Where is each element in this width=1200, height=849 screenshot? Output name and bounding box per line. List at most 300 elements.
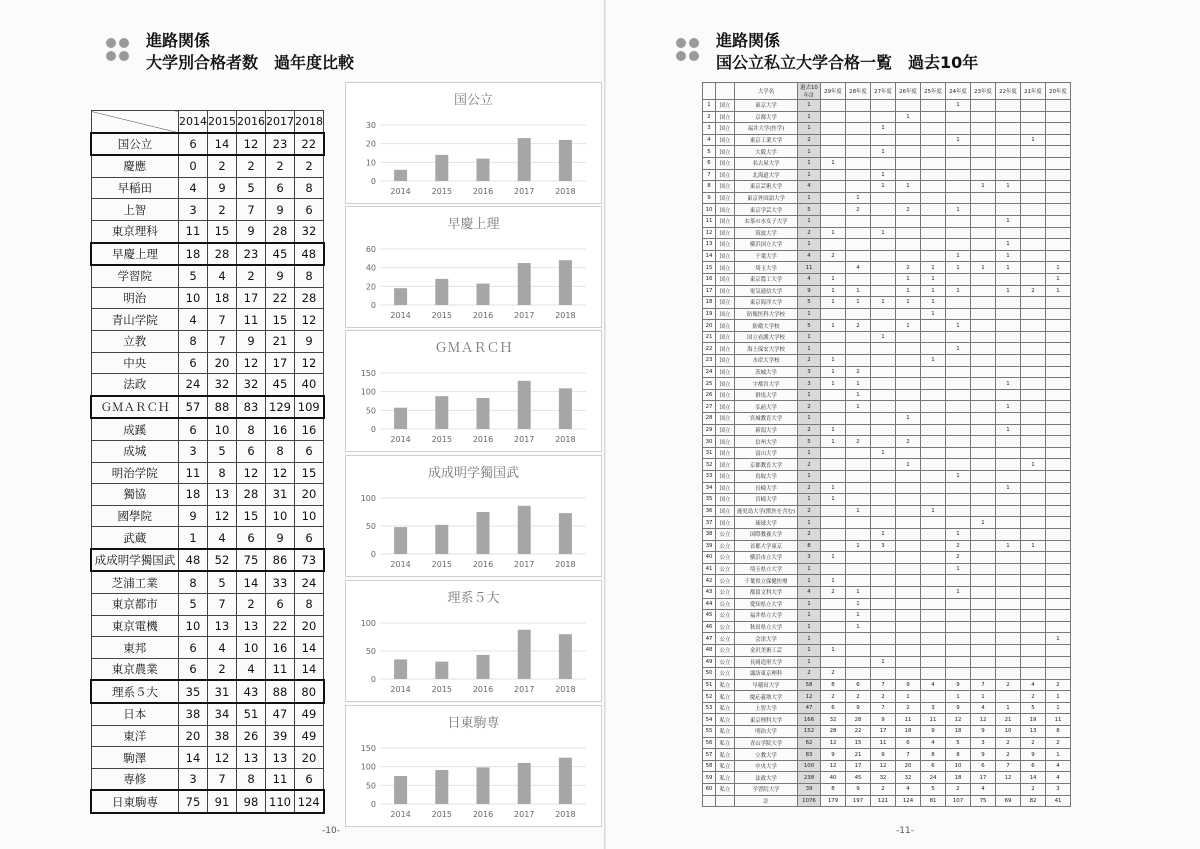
year-count bbox=[871, 494, 896, 506]
year-count: 1 bbox=[1046, 749, 1071, 761]
year-count bbox=[996, 656, 1021, 668]
school-type: 国立 bbox=[716, 262, 735, 274]
table-row bbox=[703, 737, 1071, 749]
year-count bbox=[971, 482, 996, 494]
year-count bbox=[971, 668, 996, 680]
year-count: 1 bbox=[921, 273, 946, 285]
table-row bbox=[703, 297, 1071, 309]
count-cell: 124 bbox=[295, 790, 324, 813]
year-count bbox=[1021, 505, 1046, 517]
year-count bbox=[896, 668, 921, 680]
year-count bbox=[971, 134, 996, 146]
y-tick-label: 50 bbox=[365, 647, 376, 656]
school-type: 国立 bbox=[716, 123, 735, 135]
year-count bbox=[1046, 436, 1071, 448]
header-year: 25年度 bbox=[921, 83, 946, 100]
ten-year-total: 3 bbox=[798, 378, 821, 390]
count-cell: 73 bbox=[295, 549, 324, 572]
year-count: 2 bbox=[1021, 737, 1046, 749]
year-count bbox=[1046, 482, 1071, 494]
count-cell: 8 bbox=[295, 265, 324, 287]
table-row bbox=[703, 633, 1071, 645]
header-university: 大学名 bbox=[735, 83, 798, 100]
ten-year-total: 1 bbox=[798, 123, 821, 135]
year-count bbox=[1021, 482, 1046, 494]
year-count bbox=[1046, 552, 1071, 564]
ten-year-total: 4 bbox=[798, 181, 821, 193]
school-type: 国立 bbox=[716, 517, 735, 529]
table-row bbox=[703, 157, 1071, 169]
year-count bbox=[871, 401, 896, 413]
university-name: 東京理科大学 bbox=[735, 714, 798, 726]
year-count: 2 bbox=[821, 668, 846, 680]
year-count bbox=[871, 644, 896, 656]
year-count bbox=[971, 169, 996, 181]
year-count bbox=[896, 366, 921, 378]
year-count: 1 bbox=[1021, 459, 1046, 471]
year-count bbox=[871, 320, 896, 332]
year-count bbox=[971, 355, 996, 367]
year-count: 1 bbox=[871, 331, 896, 343]
count-cell: 32 bbox=[237, 374, 266, 396]
year-count: 6 bbox=[971, 760, 996, 772]
year-count bbox=[996, 100, 1021, 112]
university-name: 筑波大学 bbox=[735, 227, 798, 239]
year-count bbox=[971, 297, 996, 309]
year-count bbox=[1021, 471, 1046, 483]
count-cell: 8 bbox=[295, 594, 324, 616]
ten-year-total: 1 bbox=[798, 239, 821, 251]
chart-bar bbox=[559, 758, 572, 804]
year-count bbox=[871, 204, 896, 216]
count-cell: 10 bbox=[237, 637, 266, 659]
university-name: 群馬大学 bbox=[735, 389, 798, 401]
chart-title: 早慶上理 bbox=[447, 217, 500, 232]
year-count: 21 bbox=[996, 714, 1021, 726]
ten-year-total: 1 bbox=[798, 343, 821, 355]
year-count bbox=[821, 123, 846, 135]
row-number: 47 bbox=[703, 633, 716, 645]
year-count: 1 bbox=[921, 308, 946, 320]
year-count: 4 bbox=[846, 262, 871, 274]
row-number: 39 bbox=[703, 540, 716, 552]
school-type: 公立 bbox=[716, 563, 735, 575]
year-count: 3 bbox=[971, 737, 996, 749]
year-count: 1 bbox=[1021, 134, 1046, 146]
year-count: 4 bbox=[1046, 772, 1071, 784]
count-cell: 1 bbox=[179, 527, 208, 549]
chart-bar bbox=[477, 655, 490, 679]
year-count: 1 bbox=[1046, 285, 1071, 297]
university-name: 名古屋大学 bbox=[735, 157, 798, 169]
year-count bbox=[971, 575, 996, 587]
row-number: 56 bbox=[703, 737, 716, 749]
ten-year-total: 1 bbox=[798, 146, 821, 158]
count-cell: 6 bbox=[295, 199, 324, 221]
count-cell: 3 bbox=[179, 768, 208, 790]
count-cell: 12 bbox=[295, 352, 324, 374]
year-count bbox=[871, 192, 896, 204]
count-cell: 4 bbox=[208, 637, 237, 659]
school-type: 国立 bbox=[716, 320, 735, 332]
table-row bbox=[91, 549, 324, 572]
year-count: 9 bbox=[946, 679, 971, 691]
year-count bbox=[921, 691, 946, 703]
year-count: 45 bbox=[846, 772, 871, 784]
year-count bbox=[871, 563, 896, 575]
table-row bbox=[703, 552, 1071, 564]
table-row bbox=[703, 702, 1071, 714]
year-count bbox=[1046, 621, 1071, 633]
year-count: 81 bbox=[921, 795, 946, 807]
count-cell: 11 bbox=[266, 768, 295, 790]
count-cell: 86 bbox=[266, 549, 295, 572]
table-row bbox=[703, 621, 1071, 633]
year-count bbox=[1021, 401, 1046, 413]
university-group-name: 武蔵 bbox=[91, 527, 179, 549]
year-count: 1 bbox=[846, 586, 871, 598]
year-count: 1 bbox=[946, 262, 971, 274]
count-cell: 24 bbox=[179, 374, 208, 396]
university-name: 防衛大学校 bbox=[735, 320, 798, 332]
year-count bbox=[846, 215, 871, 227]
row-number: 34 bbox=[703, 482, 716, 494]
year-count bbox=[946, 436, 971, 448]
year-count: 179 bbox=[821, 795, 846, 807]
year-count bbox=[821, 215, 846, 227]
school-type: 私立 bbox=[716, 749, 735, 761]
year-count bbox=[971, 447, 996, 459]
count-cell: 18 bbox=[179, 484, 208, 506]
x-tick-label: 2014 bbox=[390, 560, 411, 569]
year-count bbox=[946, 297, 971, 309]
table-row bbox=[703, 100, 1071, 112]
year-count: 8 bbox=[946, 749, 971, 761]
university-name: 明治大学 bbox=[735, 726, 798, 738]
row-number: 28 bbox=[703, 413, 716, 425]
count-cell: 22 bbox=[295, 133, 324, 156]
table-row bbox=[703, 239, 1071, 251]
university-name: 国際教養大学 bbox=[735, 528, 798, 540]
year-count: 2 bbox=[946, 784, 971, 796]
year-count bbox=[896, 621, 921, 633]
year-count: 18 bbox=[946, 772, 971, 784]
year-header: 2015 bbox=[208, 111, 237, 133]
table-row bbox=[91, 462, 324, 484]
row-number: 29 bbox=[703, 424, 716, 436]
year-count bbox=[971, 459, 996, 471]
count-cell: 33 bbox=[266, 571, 295, 593]
year-count bbox=[896, 157, 921, 169]
school-type: 国立 bbox=[716, 401, 735, 413]
chart-bar bbox=[435, 770, 448, 804]
year-count bbox=[871, 100, 896, 112]
school-type: 国立 bbox=[716, 424, 735, 436]
x-tick-label: 2016 bbox=[472, 311, 494, 320]
left-title-line1: 進路関係 bbox=[146, 31, 211, 50]
count-cell: 0 bbox=[179, 155, 208, 177]
year-count: 1 bbox=[871, 528, 896, 540]
year-count bbox=[821, 517, 846, 529]
university-name: お茶の水女子大学 bbox=[735, 215, 798, 227]
year-count bbox=[946, 505, 971, 517]
ten-year-total: 1 bbox=[798, 111, 821, 123]
year-count bbox=[971, 308, 996, 320]
university-name: 水産大学校 bbox=[735, 355, 798, 367]
year-count: 12 bbox=[946, 714, 971, 726]
school-type: 公立 bbox=[716, 528, 735, 540]
year-count bbox=[846, 100, 871, 112]
university-group-name: 成成明学獨国武 bbox=[91, 549, 179, 572]
year-count: 124 bbox=[896, 795, 921, 807]
year-count: 13 bbox=[1021, 726, 1046, 738]
row-number: 2 bbox=[703, 111, 716, 123]
year-count: 1 bbox=[1021, 540, 1046, 552]
year-count bbox=[1021, 586, 1046, 598]
school-type: 国立 bbox=[716, 204, 735, 216]
year-count bbox=[1046, 239, 1071, 251]
year-count bbox=[996, 668, 1021, 680]
row-number: 31 bbox=[703, 447, 716, 459]
year-count: 20 bbox=[896, 760, 921, 772]
table-row bbox=[91, 571, 324, 593]
right-page bbox=[606, 0, 1200, 849]
year-count: 1 bbox=[896, 320, 921, 332]
year-count bbox=[921, 215, 946, 227]
year-count bbox=[971, 621, 996, 633]
year-count bbox=[871, 598, 896, 610]
year-count bbox=[871, 389, 896, 401]
count-cell: 22 bbox=[266, 615, 295, 637]
year-count bbox=[1046, 586, 1071, 598]
year-count bbox=[871, 111, 896, 123]
year-count bbox=[1046, 169, 1071, 181]
year-count bbox=[896, 215, 921, 227]
year-count bbox=[971, 413, 996, 425]
year-count bbox=[1046, 343, 1071, 355]
chart-bar bbox=[518, 763, 531, 804]
year-count: 1 bbox=[821, 157, 846, 169]
year-count bbox=[996, 308, 1021, 320]
year-count: 11 bbox=[871, 737, 896, 749]
year-count bbox=[971, 227, 996, 239]
count-cell: 9 bbox=[295, 330, 324, 352]
count-cell: 13 bbox=[237, 615, 266, 637]
year-count bbox=[921, 378, 946, 390]
count-cell: 6 bbox=[237, 440, 266, 462]
year-count bbox=[896, 401, 921, 413]
year-count bbox=[946, 482, 971, 494]
school-type: 公立 bbox=[716, 552, 735, 564]
year-count bbox=[946, 111, 971, 123]
year-count bbox=[896, 552, 921, 564]
table-row bbox=[703, 656, 1071, 668]
university-name: 東京海洋大学 bbox=[735, 297, 798, 309]
table-row bbox=[703, 494, 1071, 506]
y-tick-label: 20 bbox=[365, 139, 376, 149]
school-type: 国立 bbox=[716, 482, 735, 494]
university-name: 東京大学 bbox=[735, 100, 798, 112]
chart-bar bbox=[394, 408, 407, 429]
university-name: 電気通信大学 bbox=[735, 285, 798, 297]
year-count: 2 bbox=[846, 366, 871, 378]
table-row bbox=[703, 668, 1071, 680]
year-count bbox=[871, 668, 896, 680]
year-count bbox=[821, 192, 846, 204]
year-count bbox=[921, 227, 946, 239]
year-count bbox=[821, 447, 846, 459]
year-count bbox=[871, 134, 896, 146]
year-count bbox=[921, 181, 946, 193]
count-cell: 8 bbox=[266, 440, 295, 462]
year-count bbox=[871, 308, 896, 320]
year-count bbox=[1046, 424, 1071, 436]
year-count bbox=[896, 308, 921, 320]
table-row bbox=[91, 747, 324, 769]
school-type: 国立 bbox=[716, 273, 735, 285]
year-count bbox=[1021, 621, 1046, 633]
count-cell: 38 bbox=[179, 703, 208, 725]
year-count bbox=[996, 204, 1021, 216]
table-row bbox=[91, 155, 324, 177]
year-count bbox=[871, 343, 896, 355]
ten-year-total: 3 bbox=[798, 366, 821, 378]
year-count bbox=[896, 575, 921, 587]
year-count bbox=[1021, 111, 1046, 123]
school-type: 公立 bbox=[716, 610, 735, 622]
table-row bbox=[91, 658, 324, 680]
year-count: 2 bbox=[896, 262, 921, 274]
ten-year-total: 39 bbox=[798, 784, 821, 796]
ten-year-total: 4 bbox=[798, 586, 821, 598]
count-cell: 88 bbox=[208, 396, 237, 419]
table-header-row bbox=[703, 83, 1071, 100]
year-count bbox=[1046, 644, 1071, 656]
y-tick-label: 100 bbox=[360, 494, 376, 503]
header-blank bbox=[703, 83, 716, 100]
year-count bbox=[996, 691, 1021, 703]
year-count bbox=[1021, 598, 1046, 610]
table-row bbox=[703, 644, 1071, 656]
university-name: 法政大学 bbox=[735, 772, 798, 784]
school-type: 公立 bbox=[716, 575, 735, 587]
count-cell: 17 bbox=[266, 352, 295, 374]
count-cell: 75 bbox=[237, 549, 266, 572]
school-type: 国立 bbox=[716, 297, 735, 309]
year-count bbox=[921, 598, 946, 610]
year-count bbox=[921, 552, 946, 564]
year-count: 2 bbox=[946, 540, 971, 552]
table-row bbox=[703, 749, 1071, 761]
year-count bbox=[1046, 389, 1071, 401]
year-count bbox=[946, 389, 971, 401]
year-count: 1 bbox=[996, 540, 1021, 552]
count-cell: 38 bbox=[208, 725, 237, 747]
year-count bbox=[1046, 355, 1071, 367]
bar-chart bbox=[345, 705, 602, 827]
ten-year-total: 166 bbox=[798, 714, 821, 726]
count-cell: 3 bbox=[179, 199, 208, 221]
university-name: 立教大学 bbox=[735, 749, 798, 761]
year-count: 12 bbox=[821, 760, 846, 772]
university-name: 東京芸術大学 bbox=[735, 181, 798, 193]
count-cell: 12 bbox=[295, 309, 324, 331]
x-tick-label: 2015 bbox=[431, 810, 452, 819]
year-count: 2 bbox=[996, 679, 1021, 691]
year-count bbox=[946, 633, 971, 645]
chart-bar bbox=[518, 506, 531, 554]
corner-cell bbox=[91, 111, 179, 133]
year-count bbox=[946, 447, 971, 459]
count-cell: 7 bbox=[237, 199, 266, 221]
year-count bbox=[921, 192, 946, 204]
year-count bbox=[1021, 517, 1046, 529]
year-count bbox=[921, 668, 946, 680]
year-count bbox=[1021, 563, 1046, 575]
ten-year-total: 238 bbox=[798, 772, 821, 784]
year-count: 1 bbox=[846, 297, 871, 309]
y-tick-label: 0 bbox=[370, 675, 376, 684]
y-tick-label: 100 bbox=[360, 762, 376, 772]
count-cell: 28 bbox=[208, 243, 237, 266]
year-count bbox=[1021, 297, 1046, 309]
year-count bbox=[921, 389, 946, 401]
row-number: 12 bbox=[703, 227, 716, 239]
table-row bbox=[703, 679, 1071, 691]
year-count: 4 bbox=[921, 737, 946, 749]
year-count bbox=[896, 239, 921, 251]
year-count bbox=[821, 471, 846, 483]
y-tick-label: 20 bbox=[365, 282, 376, 292]
y-tick-label: 150 bbox=[360, 369, 376, 378]
year-count bbox=[821, 111, 846, 123]
school-type: 私立 bbox=[716, 679, 735, 691]
year-count bbox=[846, 413, 871, 425]
ten-year-total: 2 bbox=[798, 401, 821, 413]
year-count bbox=[896, 528, 921, 540]
year-count: 6 bbox=[896, 737, 921, 749]
row-number: 46 bbox=[703, 621, 716, 633]
year-count: 4 bbox=[1021, 679, 1046, 691]
year-count: 28 bbox=[846, 714, 871, 726]
count-cell: 20 bbox=[295, 615, 324, 637]
year-count bbox=[896, 123, 921, 135]
year-count bbox=[1046, 598, 1071, 610]
chart-title: 理系５大 bbox=[447, 591, 500, 606]
school-type: 公立 bbox=[716, 644, 735, 656]
year-count bbox=[821, 563, 846, 575]
ten-year-total: 4 bbox=[798, 273, 821, 285]
year-count: 1 bbox=[1046, 633, 1071, 645]
x-tick-label: 2016 bbox=[472, 435, 494, 444]
row-number: 52 bbox=[703, 691, 716, 703]
year-count bbox=[921, 157, 946, 169]
school-type: 国立 bbox=[716, 146, 735, 158]
year-count bbox=[971, 320, 996, 332]
university-name: 計 bbox=[735, 795, 798, 807]
row-number: 53 bbox=[703, 702, 716, 714]
table-row bbox=[703, 343, 1071, 355]
table-row bbox=[703, 540, 1071, 552]
chart-title: ＧＭＡＲＣＨ bbox=[434, 341, 513, 356]
chart-bar bbox=[394, 659, 407, 679]
year-count bbox=[846, 146, 871, 158]
year-count: 7 bbox=[896, 749, 921, 761]
year-count: 2 bbox=[1021, 285, 1046, 297]
school-type: 公立 bbox=[716, 586, 735, 598]
count-cell: 7 bbox=[208, 768, 237, 790]
year-count bbox=[921, 482, 946, 494]
